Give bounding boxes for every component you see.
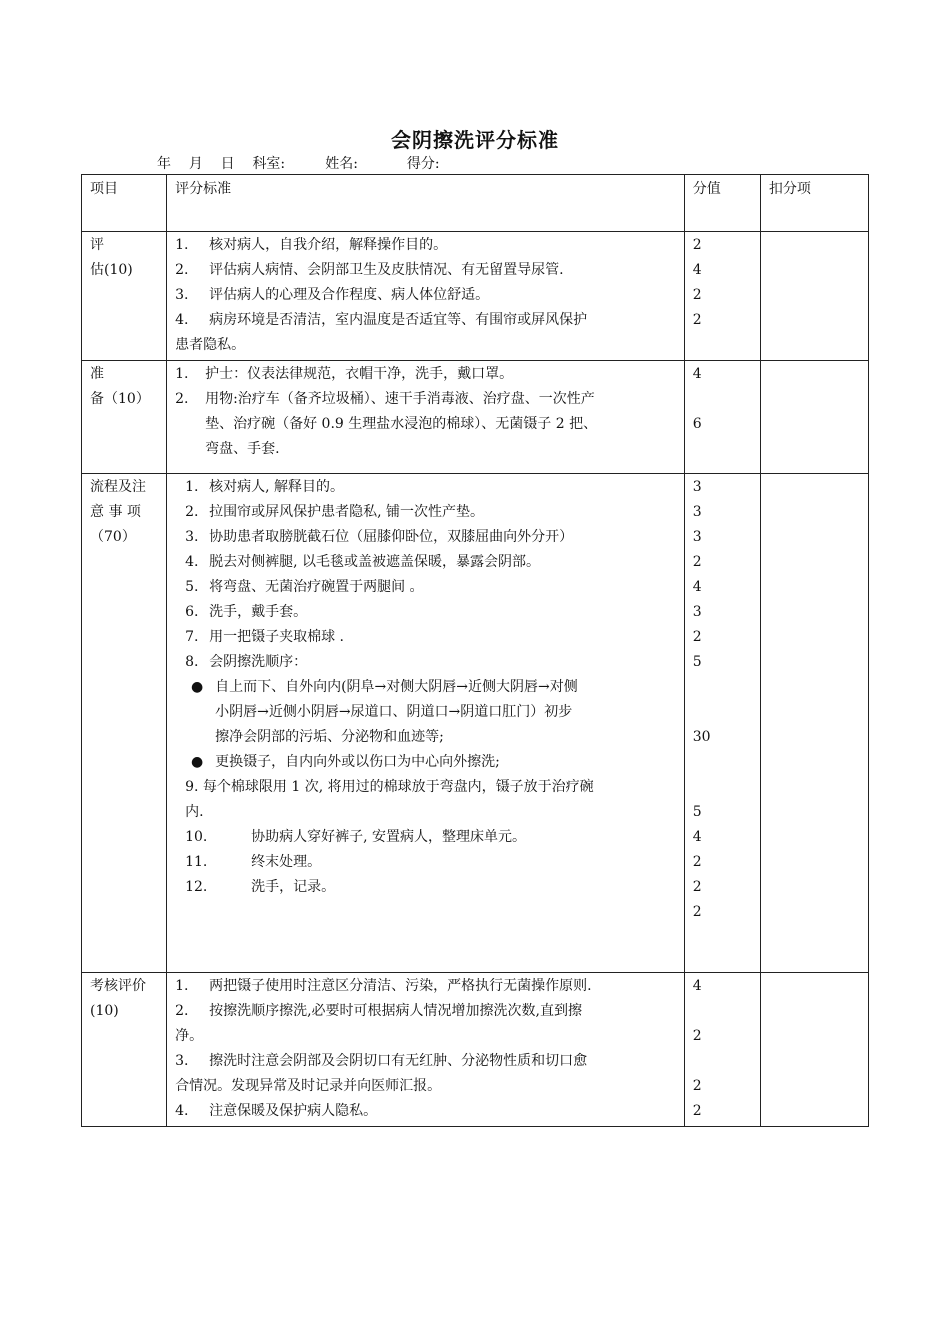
department-label: 科室:	[252, 156, 286, 172]
assess-label-1: 评	[90, 237, 104, 253]
score-value: 4	[692, 366, 702, 382]
score-value: 4	[692, 579, 702, 595]
list-item-continuation: 弯盘、手套.	[205, 441, 280, 457]
header-points: 分值	[692, 181, 721, 197]
score-value: 4	[692, 262, 702, 278]
score-value: 2	[692, 879, 702, 895]
score-value: 4	[692, 829, 702, 845]
bullet-item: ● 自上而下、自外向内(阴阜→对侧大阴唇→近侧大阴唇→对侧	[175, 675, 676, 700]
deduction-cell[interactable]	[760, 361, 868, 474]
score-label: 得分:	[406, 156, 440, 172]
score-value: 4	[692, 978, 702, 994]
list-item: 4. 脱去对侧裤腿, 以毛毯或盖被遮盖保暖，暴露会阴部。	[185, 554, 540, 570]
list-item: 5. 将弯盘、无菌治疗碗置于两腿间 。	[185, 579, 424, 595]
score-value: 6	[692, 416, 702, 432]
score-value: 2	[692, 1028, 702, 1044]
deduction-cell[interactable]	[760, 474, 868, 973]
list-item: 4. 注意保暖及保护病人隐私。	[175, 1103, 378, 1119]
table-header-row	[82, 175, 869, 232]
list-item: 10. 协助病人穿好裤子, 安置病人，整理床单元。	[185, 829, 526, 845]
table-row-preparation	[82, 361, 869, 474]
score-value: 5	[692, 654, 702, 670]
score-value: 2	[692, 629, 702, 645]
process-label-3: （70）	[90, 529, 136, 545]
list-item: 1. 护士：仪表法律规范，衣帽干净，洗手，戴口罩。	[175, 366, 514, 382]
score-value: 3	[692, 604, 702, 620]
list-item-continuation: 患者隐私。	[175, 337, 246, 353]
evaluate-label-1: 考核评价	[90, 978, 146, 994]
year-label: 年	[157, 156, 171, 172]
day-label: 日	[220, 156, 235, 172]
list-item-continuation: 净。	[175, 1028, 204, 1044]
bullet-icon: ●	[190, 679, 204, 695]
list-item: 3. 协助患者取膀胱截石位（屈膝仰卧位，双膝屈曲向外分开）	[185, 529, 574, 545]
prep-label-2: 备（10）	[90, 391, 150, 407]
score-value: 30	[692, 729, 711, 745]
list-item: 2. 拉围帘或屏风保护患者隐私, 铺一次性产垫。	[185, 504, 484, 520]
list-item: 6. 洗手，戴手套。	[185, 604, 308, 620]
list-item: 1. 核对病人，自我介绍，解释操作目的。	[175, 237, 448, 253]
process-label-1: 流程及注	[90, 479, 146, 495]
list-item: 3. 擦洗时注意会阴部及会阴切口有无红肿、分泌物性质和切口愈	[175, 1053, 588, 1069]
list-item-continuation: 垫、治疗碗（备好 0.9 生理盐水浸泡的棉球）、无菌镊子 2 把、	[205, 416, 598, 432]
process-label-2: 意 事 项	[90, 504, 141, 520]
header-deduction: 扣分项	[768, 181, 811, 197]
list-item: 4. 病房环境是否清洁，室内温度是否适宜等、有围帘或屏风保护	[175, 312, 588, 328]
bullet-continuation: 小阴唇→近侧小阴唇→尿道口、阴道口→阴道口肛门）初步	[215, 704, 573, 720]
list-item: 12. 洗手，记录。	[185, 879, 336, 895]
list-item: 9. 每个棉球限用 1 次, 将用过的棉球放于弯盘内，镊子放于治疗碗	[185, 779, 594, 795]
score-value: 2	[692, 1103, 702, 1119]
score-value: 2	[692, 312, 702, 328]
table-row-process	[82, 474, 869, 973]
document-title: 会阴擦洗评分标准	[391, 128, 559, 152]
list-item: 1. 两把镊子使用时注意区分清洁、污染，严格执行无菌操作原则.	[175, 978, 592, 994]
list-item: 2. 用物:治疗车（备齐垃圾桶）、速干手消毒液、治疗盘、一次性产	[175, 391, 595, 407]
list-item: 2. 按擦洗顺序擦洗,必要时可根据病人情况增加擦洗次数,直到擦	[175, 1003, 582, 1019]
list-item-continuation: 内.	[185, 804, 204, 820]
subheader	[157, 153, 440, 173]
list-item: 3. 评估病人的心理及合作程度、病人体位舒适。	[175, 287, 490, 303]
table-row-assessment	[82, 232, 869, 361]
score-value: 2	[692, 287, 702, 303]
name-label: 姓名:	[325, 156, 358, 172]
score-value: 2	[692, 904, 702, 920]
header-item: 项目	[90, 181, 118, 197]
deduction-cell[interactable]	[760, 232, 868, 361]
month-label: 月	[188, 156, 203, 172]
score-value: 3	[692, 504, 702, 520]
evaluate-label-2: (10)	[90, 1003, 119, 1019]
bullet-item: ● 更换镊子，自内向外或以伤口为中心向外擦洗;	[175, 750, 676, 775]
bullet-continuation: 擦净会阴部的污垢、分泌物和血迹等;	[215, 729, 444, 745]
bullet-icon: ●	[190, 754, 204, 770]
list-item: 2. 评估病人病情、会阴部卫生及皮肤情况、有无留置导尿管.	[175, 262, 564, 278]
score-value: 2	[692, 1078, 702, 1094]
table-row-evaluation	[82, 973, 869, 1127]
list-item: 8. 会阴擦洗顺序：	[185, 654, 308, 670]
score-value: 3	[692, 479, 702, 495]
deduction-cell[interactable]	[760, 973, 868, 1127]
assess-label-2: 估(10)	[90, 262, 133, 278]
list-item: 1. 核对病人, 解释目的。	[185, 479, 344, 495]
prep-label-1: 准	[90, 366, 104, 382]
list-item-continuation: 合情况。发现异常及时记录并向医师汇报。	[175, 1078, 442, 1094]
score-value: 5	[692, 804, 702, 820]
list-item: 7. 用一把镊子夹取棉球 .	[185, 629, 344, 645]
score-value: 2	[692, 554, 702, 570]
header-criteria: 评分标准	[175, 181, 232, 197]
score-value: 2	[692, 854, 702, 870]
scoring-table	[81, 174, 869, 1127]
score-value: 2	[692, 237, 702, 253]
list-item: 11. 终末处理。	[185, 854, 322, 870]
score-value: 3	[692, 529, 702, 545]
